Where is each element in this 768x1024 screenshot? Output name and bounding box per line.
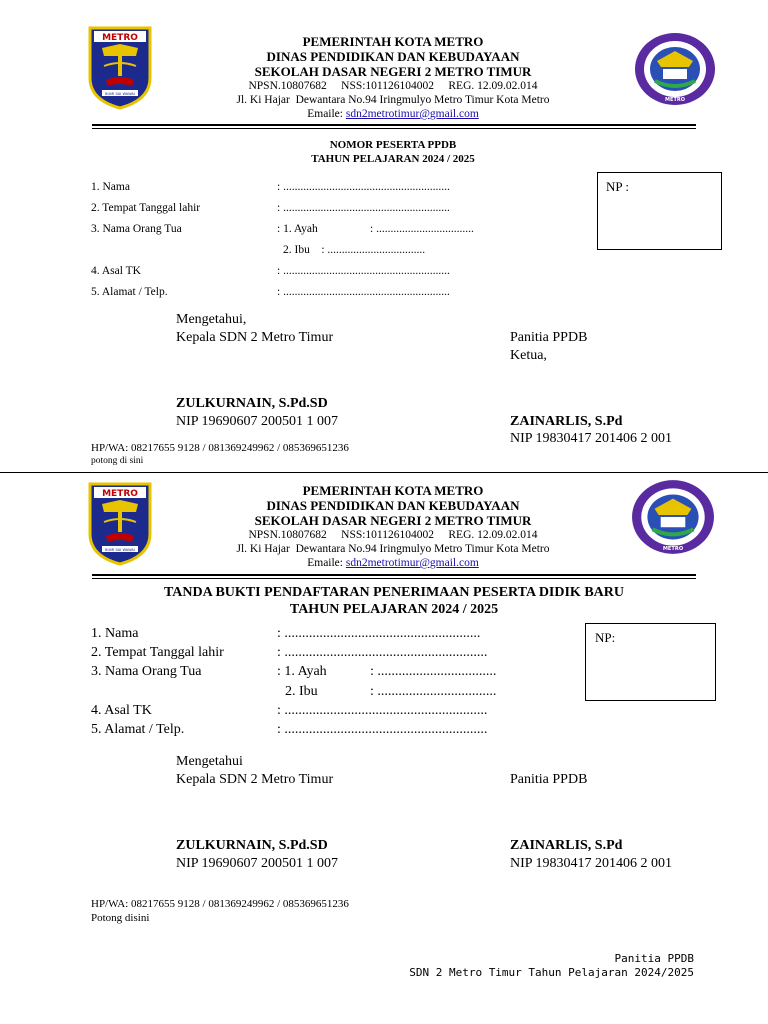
contact-phone: HP/WA: 08217655 9128 / 081369249962 / 085369651236	[91, 442, 349, 454]
kepala-nip: NIP 19690607 200501 1 007	[176, 856, 339, 871]
field-alamat-value[interactable]: : ..........................................................	[277, 722, 488, 737]
svg-text:METRO: METRO	[102, 489, 138, 499]
city-emblem-icon	[88, 482, 152, 566]
field-ayah-value[interactable]: : ..................................	[370, 223, 474, 235]
gov-name: PEMERINTAH KOTA METRO	[302, 483, 484, 498]
np-box[interactable]	[585, 623, 716, 701]
mengetahui-label: Mengetahui,	[176, 312, 247, 327]
field-ayah-label: : 1. Ayah	[277, 664, 327, 679]
field-nama-label: 1. Nama	[91, 626, 139, 641]
school-address: Jl. Ki Hajar Dewantara No.94 Iringmulyo Metro Timur Kota Metro	[236, 94, 550, 106]
field-ttl-value[interactable]: : ..........................................................	[277, 202, 450, 214]
email-label: Emaile:	[307, 557, 346, 569]
ketua-name: ZAINARLIS, S.Pd	[510, 414, 623, 429]
field-asal-value[interactable]: : ..........................................................	[277, 265, 450, 277]
email-label: Emaile:	[307, 108, 346, 120]
field-alamat-value[interactable]: : ..........................................................	[277, 286, 450, 298]
school-name: SEKOLAH DASAR NEGERI 2 METRO TIMUR	[254, 513, 532, 528]
ketua-nip: NIP 19830417 201406 2 001	[510, 856, 673, 871]
kepala-name: ZULKURNAIN, S.Pd.SD	[176, 838, 328, 853]
field-ortu-label: 3. Nama Orang Tua	[91, 664, 202, 679]
field-ttl-label: 2. Tempat Tanggal lahir	[91, 202, 201, 214]
contact-phone: HP/WA: 08217655 9128 / 081369249962 / 085369651236	[91, 898, 349, 910]
np-box[interactable]	[597, 172, 722, 250]
school-ids: NPSN.10807682 NSS:101126104002 REG. 12.09.02.014	[248, 529, 538, 541]
svg-text:METRO: METRO	[665, 97, 685, 103]
kepala-title: Kepala SDN 2 Metro Timur	[176, 772, 334, 787]
cut-here-label: potong di sini	[91, 456, 144, 466]
kepala-nip: NIP 19690607 200501 1 007	[176, 414, 339, 429]
field-ibu-label: 2. Ibu	[285, 684, 318, 699]
cut-line	[0, 472, 768, 473]
email-link[interactable]: sdn2metrotimur@gmail.com	[345, 108, 479, 120]
field-ibu-value[interactable]: 2. Ibu : ..................................	[283, 244, 426, 256]
header-divider	[92, 574, 696, 576]
footer-school-year: SDN 2 Metro Timur Tahun Pelajaran 2024/2025	[409, 966, 694, 979]
field-ibu-value[interactable]: : ..................................	[370, 684, 497, 699]
footer-committee: Panitia PPDB	[614, 952, 694, 965]
school-emblem-icon	[630, 478, 716, 556]
field-nama-value[interactable]: : ........................................................	[277, 626, 481, 641]
np-label: NP :	[606, 179, 629, 194]
city-emblem-icon	[88, 26, 152, 110]
field-ttl-value[interactable]: : ..........................................................	[277, 645, 488, 660]
school-email-line	[150, 556, 636, 570]
cut-here-label: Potong disini	[91, 912, 150, 924]
dept-name: DINAS PENDIDIKAN DAN KEBUDAYAAN	[266, 49, 520, 64]
field-alamat-label: 5. Alamat / Telp.	[91, 286, 168, 298]
panitia-title: Panitia PPDB	[510, 772, 588, 787]
school-email-line	[150, 107, 636, 121]
school-name: SEKOLAH DASAR NEGERI 2 METRO TIMUR	[254, 64, 532, 79]
header-divider-thin	[92, 128, 696, 129]
card1-subtitle: TAHUN PELAJARAN 2024 / 2025	[311, 153, 475, 165]
email-link[interactable]: sdn2metrotimur@gmail.com	[345, 557, 479, 569]
np-label: NP:	[595, 630, 616, 645]
field-asal-label: 4. Asal TK	[91, 703, 152, 718]
school-emblem-icon	[633, 31, 717, 107]
svg-text:METRO: METRO	[102, 33, 138, 43]
school-ids: NPSN.10807682 NSS:101126104002 REG. 12.09.02.014	[248, 80, 538, 92]
header-divider	[92, 124, 696, 126]
ketua-title: Ketua,	[510, 348, 547, 363]
field-ayah-label: : 1. Ayah	[277, 223, 318, 235]
card2-subtitle: TAHUN PELAJARAN 2024 / 2025	[289, 602, 499, 617]
field-asal-value[interactable]: : ..........................................................	[277, 703, 488, 718]
card2-title: TANDA BUKTI PENDAFTARAN PENERIMAAN PESERTA DIDIK BARU	[164, 585, 624, 600]
letterhead	[150, 483, 636, 570]
panitia-title: Panitia PPDB	[510, 330, 588, 345]
kepala-name: ZULKURNAIN, S.Pd.SD	[176, 396, 328, 411]
school-address: Jl. Ki Hajar Dewantara No.94 Iringmulyo Metro Timur Kota Metro	[236, 543, 550, 555]
field-ayah-value[interactable]: : ..................................	[370, 664, 497, 679]
field-alamat-label: 5. Alamat / Telp.	[91, 722, 185, 737]
kepala-title: Kepala SDN 2 Metro Timur	[176, 330, 334, 345]
field-ttl-label: 2. Tempat Tanggal lahir	[91, 645, 224, 660]
mengetahui-label: Mengetahui	[176, 754, 243, 769]
svg-text:METRO: METRO	[662, 545, 684, 552]
ketua-name: ZAINARLIS, S.Pd	[510, 838, 623, 853]
header-divider-thin	[92, 578, 696, 579]
field-ortu-label: 3. Nama Orang Tua	[91, 223, 182, 235]
ketua-nip: NIP 19830417 201406 2 001	[510, 431, 673, 446]
field-nama-label: 1. Nama	[91, 181, 130, 193]
field-nama-value[interactable]: : ..........................................................	[277, 181, 450, 193]
dept-name: DINAS PENDIDIKAN DAN KEBUDAYAAN	[266, 498, 520, 513]
svg-text:BUMI SAI WAWAI: BUMI SAI WAWAI	[105, 92, 135, 96]
letterhead	[150, 34, 636, 121]
field-asal-label: 4. Asal TK	[91, 265, 141, 277]
gov-name: PEMERINTAH KOTA METRO	[302, 34, 484, 49]
svg-text:BUMI SAI WAWAI: BUMI SAI WAWAI	[105, 548, 135, 552]
card1-title: NOMOR PESERTA PPDB	[329, 139, 457, 151]
